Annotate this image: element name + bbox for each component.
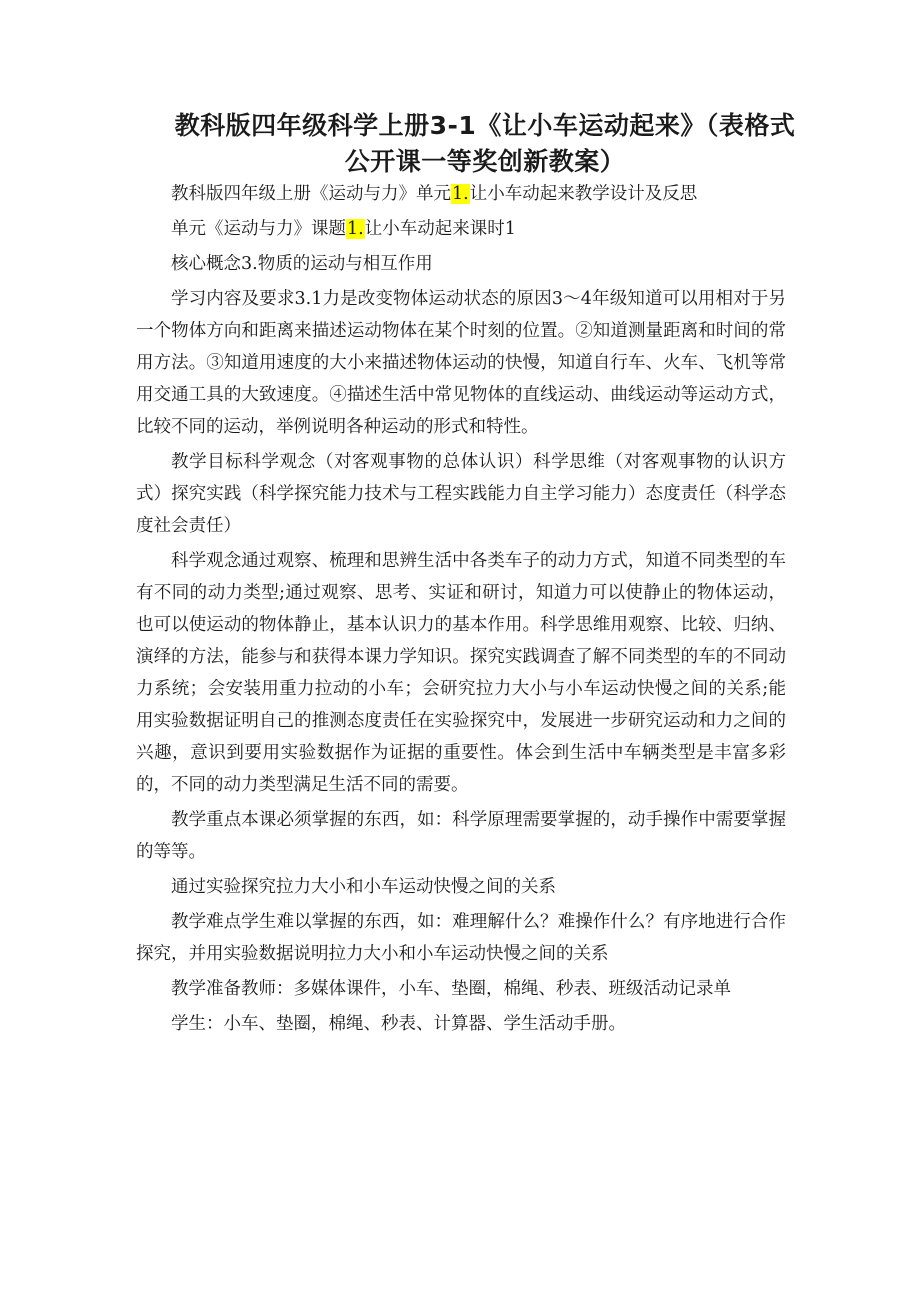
highlight-mark: 1. — [347, 219, 364, 239]
preparation-student-paragraph: 学生：小车、垫圈，棉绳、秒表、计算器、学生活动手册。 — [171, 1014, 626, 1034]
title-line-1: 教科版四年级科学上册3-1《让小车运动起来》（表格式 — [174, 111, 796, 140]
requirements-paragraph: 学习内容及要求3.1力是改变物体运动状态的原因3～4年级知道可以用相对于另一个物体方向和距离来描述运动物体在某个时刻的位置。②知道测量距离和时间的常用方法。③知道用速度的大小来描述物体运动的快慢，知道自行车、火车、飞机等常用交通工具的大致速度。④描述生活中常见物体的直线运动、曲线运动等运动方式，比较不同的运动，举例说明各种运动的形式和特性。 — [136, 289, 786, 437]
intro-unit-text: 教科版四年级上册《运动与力》单元 — [171, 184, 451, 204]
intro-unit-lesson-text: 让小车动起来教学设计及反思 — [469, 184, 698, 204]
objectives-paragraph: 教学目标科学观念（对客观事物的总体认识）科学思维（对客观事物的认识方式）探究实践（科学探究能力技术与工程实践能力自主学习能力）态度责任（科学态度社会责任） — [136, 452, 786, 536]
intro-lesson-period-text: 让小车动起来课时1 — [364, 219, 516, 239]
preparation-teacher-paragraph: 教学准备教师：多媒体课件，小车、垫圈，棉绳、秒表、班级活动记录单 — [171, 979, 731, 999]
document-body — [136, 178, 786, 1043]
title-line-2: 公开课一等奖创新教案） — [344, 147, 626, 176]
intro-lesson-text: 单元《运动与力》课题 — [171, 219, 346, 239]
intro-line-lesson — [136, 213, 786, 245]
difficulties-paragraph: 教学难点学生难以掌握的东西，如：难理解什么？难操作什么？有序地进行合作探究，并用实验数据说明拉力大小和小车运动快慢之间的关系 — [136, 912, 786, 964]
document-title — [140, 108, 830, 180]
highlight-mark: 1. — [452, 184, 469, 204]
key-points-detail-paragraph: 通过实验探究拉力大小和小车运动快慢之间的关系 — [171, 877, 556, 897]
intro-line-unit — [136, 178, 786, 210]
core-concept-paragraph: 核心概念3.物质的运动与相互作用 — [171, 254, 433, 274]
science-concept-paragraph: 科学观念通过观察、梳理和思辨生活中各类车子的动力方式，知道不同类型的车有不同的动力类型;通过观察、思考、实证和研讨，知道力可以使静止的物体运动，也可以使运动的物体静止，基本认识力的基本作用。科学思维用观察、比较、归纳、演绎的方法，能参与和获得本课力学知识。探究实践调查了解不同类型的车的不同动力系统；会安装用重力拉动的小车；会研究拉力大小与小车运动快慢之间的关系;能用实验数据证明自己的推测态度责任在实验探究中，发展进一步研究运动和力之间的兴趣，意识到要用实验数据作为证据的重要性。体会到生活中车辆类型是丰富多彩的，不同的动力类型满足生活不同的需要。 — [136, 551, 786, 795]
key-points-paragraph: 教学重点本课必须掌握的东西，如：科学原理需要掌握的，动手操作中需要掌握的等等。 — [136, 810, 786, 862]
